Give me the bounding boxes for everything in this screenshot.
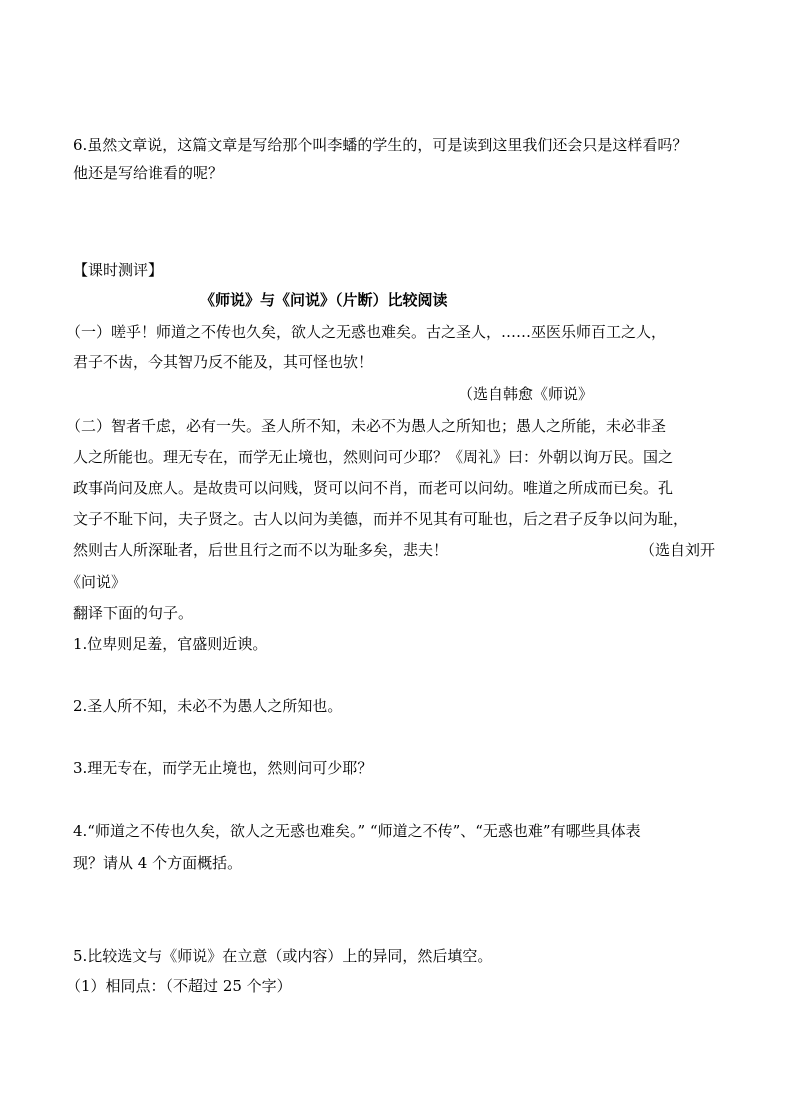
section-heading: 【课时测评】 — [73, 261, 164, 279]
passage-2-line-1: （二）智者千虑，必有一失。圣人所不知，未必不为愚人之所知也；愚人之所能，未必非圣 — [66, 417, 667, 435]
passage-1-source: （选自韩愈《师说》 — [458, 385, 594, 403]
question-5: 5.比较选文与《师说》在立意（或内容）上的异同，然后填空。 — [73, 947, 493, 965]
question-5-sub-1: （1）相同点：（不超过 25 个字） — [66, 977, 292, 995]
question-1: 1.位卑则足羞，官盛则近谀。 — [73, 635, 268, 653]
passage-2-line-4: 文子不耻下问，夫子贤之。古人以问为美德，而并不见其有可耻也，后之君子反争以问为耻， — [73, 510, 689, 528]
passage-1-line-1: （一）嗟乎！师道之不传也久矣，欲人之无惑也难矣。古之圣人，……巫医乐师百工之人， — [66, 323, 667, 341]
passage-2-source-part-2: 《问说》 — [66, 573, 127, 591]
passage-2-line-5: 然则古人所深耻者，后世且行之而不以为耻多矣，悲夫！ — [73, 541, 449, 559]
passage-2-line-2: 人之所能也。理无专在，而学无止境也，然则问可少耶？《周礼》曰：外朝以询万民。国之 — [73, 448, 674, 466]
passage-2-line-3: 政事尚问及庶人。是故贵可以问贱，贤可以问不肖，而老可以问幼。唯道之所成而已矣。孔 — [73, 479, 674, 497]
question-6-line-1: 6.虽然文章说，这篇文章是写给那个叫李蟠的学生的，可是读到这里我们还会只是这样看吗？ — [73, 136, 688, 154]
passage-title: 《师说》与《问说》（片断）比较阅读 — [200, 291, 448, 309]
question-4-line-2: 现？请从 4 个方面概括。 — [73, 854, 243, 872]
translation-instruction: 翻译下面的句子。 — [73, 604, 194, 622]
question-4-line-1: 4.“师道之不传也久矣，欲人之无惑也难矣。” “师道之不传”、“无惑也难”有哪些具体表 — [73, 822, 641, 840]
passage-2-source-part-1: （选自刘开 — [640, 541, 716, 559]
question-6-line-2: 他还是写给谁看的呢？ — [73, 164, 224, 182]
question-2: 2.圣人所不知，未必不为愚人之所知也。 — [73, 697, 343, 715]
passage-1-line-2: 君子不齿，今其智乃反不能及，其可怪也欤！ — [73, 353, 374, 371]
question-3: 3.理无专在，而学无止境也，然则问可少耶？ — [73, 759, 373, 777]
